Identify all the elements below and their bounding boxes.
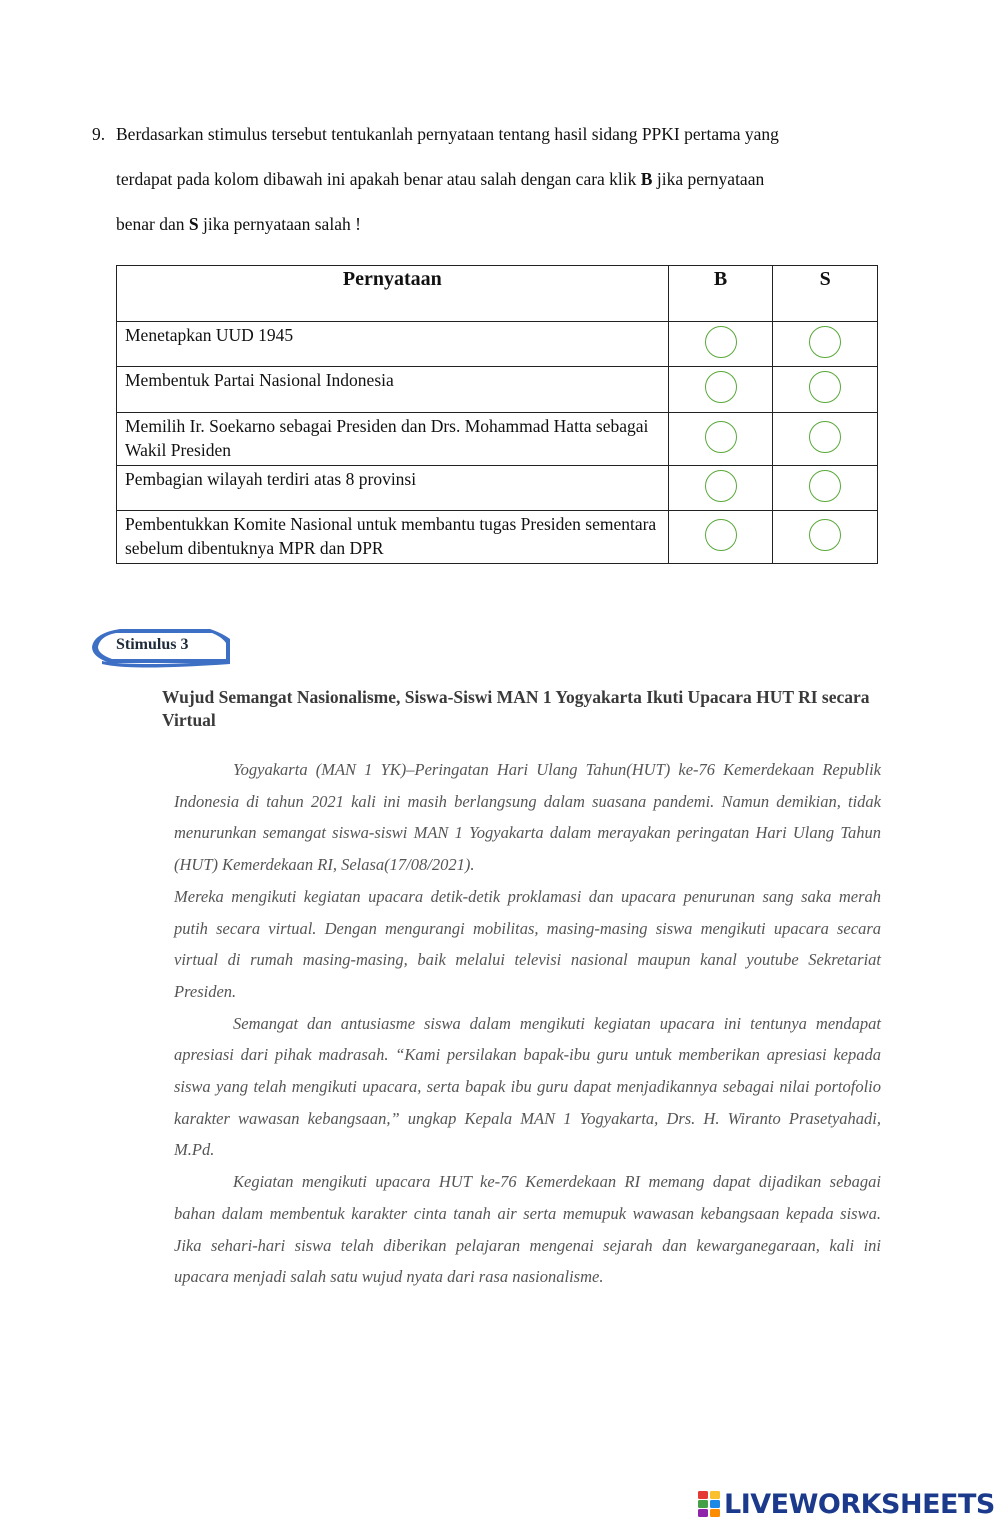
statement-text: Pembentukkan Komite Nasional untuk membantu tugas Presiden sementara sebelum dibentuknya MPR dan DPR bbox=[117, 511, 669, 564]
question-line-2-bold: B bbox=[640, 169, 653, 189]
header-statement: Pernyataan bbox=[117, 266, 669, 322]
question-line-3-post: jika pernyataan salah ! bbox=[198, 214, 361, 234]
radio-b-5[interactable] bbox=[705, 519, 737, 551]
radio-s-3[interactable] bbox=[809, 421, 841, 453]
table-row bbox=[117, 322, 878, 367]
article-paragraph-1: Yogyakarta (MAN 1 YK)–Peringatan Hari Ulang Tahun(HUT) ke-76 Kemerdekaan Republik Indonesia di tahun 2021 kali ini masih berlangsung dalam suasana pandemi. Namun demikian, tidak menurunkan semangat siswa-siswi MAN 1 Yogyakarta dalam merayakan peringatan Hari Ulang Tahun (HUT) Kemerdekaan RI, Selasa(17/08/2021). bbox=[174, 760, 881, 875]
radio-s-5[interactable] bbox=[809, 519, 841, 551]
option-b-cell bbox=[668, 466, 773, 511]
radio-b-2[interactable] bbox=[705, 371, 737, 403]
statement-text: Pembagian wilayah terdiri atas 8 provinsi bbox=[117, 466, 669, 511]
article-paragraph-2: Mereka mengikuti kegiatan upacara detik-detik proklamasi dan upacara penurunan sang saka merah putih secara virtual. Dengan mengurangi mobilitas, masing-masing siswa mengikuti upacara secara virtual di rumah masing-masing, baik melalui televisi nasional maupun kanal youtube Sekretariat Presiden. bbox=[174, 886, 881, 1001]
header-s: S bbox=[773, 266, 878, 322]
radio-b-4[interactable] bbox=[705, 470, 737, 502]
table-row bbox=[117, 466, 878, 511]
question-line-1-text: Berdasarkan stimulus tersebut tentukanlah pernyataan tentang hasil sidang PPKI pertama yang bbox=[116, 124, 779, 144]
table-row bbox=[117, 413, 878, 466]
question-number: 9. bbox=[92, 124, 106, 144]
question-line-2 bbox=[92, 157, 892, 202]
option-s-cell bbox=[773, 466, 878, 511]
statement-text: Menetapkan UUD 1945 bbox=[117, 322, 669, 367]
table-row bbox=[117, 367, 878, 413]
liveworksheets-logo-icon bbox=[698, 1491, 720, 1517]
radio-s-4[interactable] bbox=[809, 470, 841, 502]
table-row bbox=[117, 511, 878, 564]
question-9 bbox=[92, 112, 892, 247]
option-s-cell bbox=[773, 413, 878, 466]
article-body bbox=[174, 754, 881, 1293]
option-s-cell bbox=[773, 367, 878, 413]
radio-s-1[interactable] bbox=[809, 326, 841, 358]
question-line-3-bold: S bbox=[188, 214, 199, 234]
option-b-cell bbox=[668, 511, 773, 564]
option-b-cell bbox=[668, 322, 773, 367]
question-line-2-post: jika pernyataan bbox=[652, 169, 765, 189]
header-b: B bbox=[668, 266, 773, 322]
option-s-cell bbox=[773, 322, 878, 367]
question-line-3 bbox=[92, 202, 892, 247]
liveworksheets-logo-text: LIVEWORKSHEETS bbox=[724, 1488, 995, 1520]
statement-text: Membentuk Partai Nasional Indonesia bbox=[117, 367, 669, 413]
liveworksheets-logo bbox=[698, 1486, 995, 1522]
article-title: Wujud Semangat Nasionalisme, Siswa-Siswi MAN 1 Yogyakarta Ikuti Upacara HUT RI secara Virtual bbox=[162, 687, 870, 730]
stimulus-label: Stimulus 3 bbox=[116, 636, 189, 653]
question-line-1 bbox=[92, 112, 892, 157]
statement-text: Memilih Ir. Soekarno sebagai Presiden dan Drs. Mohammad Hatta sebagai Wakil Presiden bbox=[117, 413, 669, 466]
option-b-cell bbox=[668, 367, 773, 413]
article-paragraph-4: Kegiatan mengikuti upacara HUT ke-76 Kemerdekaan RI memang dapat dijadikan sebagai bahan dalam membentuk karakter cinta tanah air serta memupuk wawasan kebangsaan kepada siswa. Jika sehari-hari siswa telah diberikan pelajaran mengenai sejarah dan kewarganegaraan, kali ini upacara menjadi salah satu wujud nyata dari rasa nasionalisme. bbox=[174, 1172, 881, 1287]
radio-s-2[interactable] bbox=[809, 371, 841, 403]
article-paragraph-3: Semangat dan antusiasme siswa dalam mengikuti kegiatan upacara ini tentunya mendapat apresiasi dari pihak madrasah. “Kami persilakan bapak-ibu guru untuk memberikan apresiasi kepada siswa yang telah mengikuti upacara, serta bapak ibu guru dapat menjadikannya sebagai nilai portofolio karakter wawasan kebangsaan,” ungkap Kepala MAN 1 Yogyakarta, Drs. H. Wiranto Prasetyahadi, M.Pd. bbox=[174, 1013, 881, 1160]
question-line-3-pre: benar dan bbox=[116, 214, 189, 234]
option-b-cell bbox=[668, 413, 773, 466]
radio-b-3[interactable] bbox=[705, 421, 737, 453]
option-s-cell bbox=[773, 511, 878, 564]
radio-b-1[interactable] bbox=[705, 326, 737, 358]
statement-table bbox=[116, 265, 878, 564]
table-header-row bbox=[117, 266, 878, 322]
question-line-2-pre: terdapat pada kolom dibawah ini apakah benar atau salah dengan cara klik bbox=[116, 169, 641, 189]
